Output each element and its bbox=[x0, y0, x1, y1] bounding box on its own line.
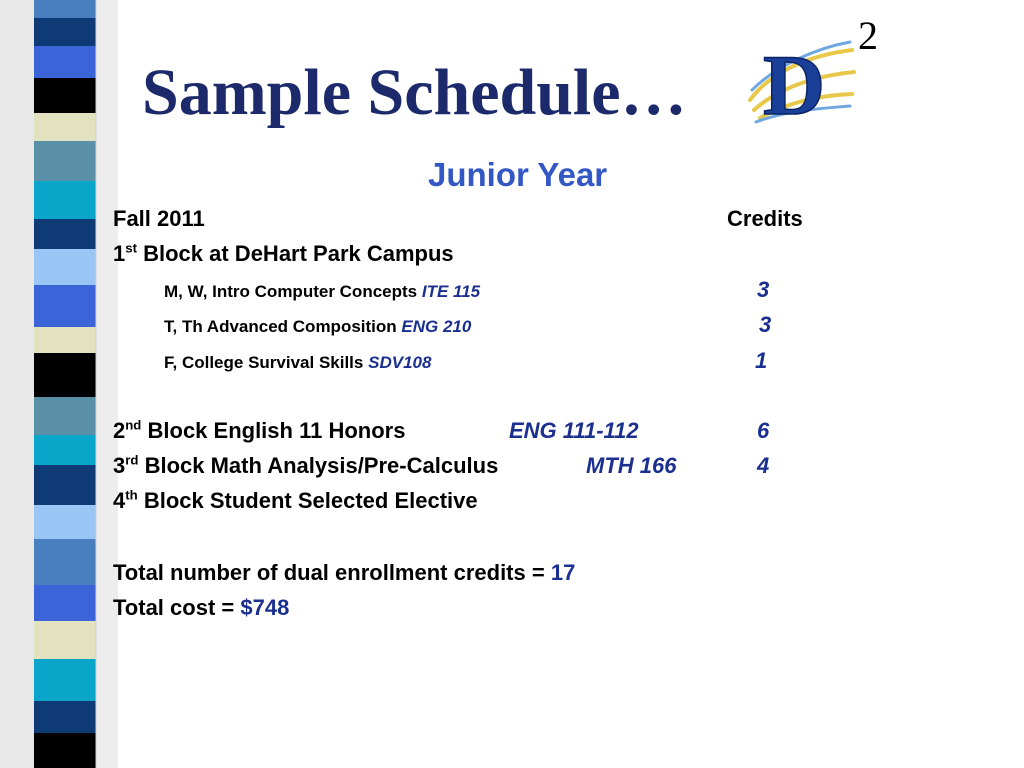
block1-ordinal: 1 bbox=[113, 241, 126, 266]
block4-heading bbox=[113, 487, 478, 513]
course-code: ENG 210 bbox=[401, 317, 472, 336]
slide-title: Sample Schedule… bbox=[142, 56, 687, 129]
stripe-block bbox=[34, 285, 96, 327]
block3-label: Block Math Analysis/Pre-Calculus bbox=[144, 453, 499, 478]
block2-code: ENG 111-112 bbox=[509, 418, 639, 443]
stripe-block bbox=[34, 0, 96, 18]
block1-ordinal-suffix: st bbox=[125, 240, 137, 256]
block3-code: MTH 166 bbox=[586, 453, 677, 478]
slide-number: 2 bbox=[858, 13, 878, 58]
block4-label: Block Student Selected Elective bbox=[143, 488, 478, 513]
block2-heading bbox=[113, 417, 406, 443]
block3-ordinal: 3 bbox=[113, 453, 126, 478]
stripe-block bbox=[34, 219, 96, 249]
block3-credits: 4 bbox=[757, 453, 770, 478]
total-cost-value: $748 bbox=[240, 595, 290, 620]
total-credits bbox=[113, 562, 575, 584]
stripe-block bbox=[34, 585, 96, 621]
block4-ordinal-suffix: th bbox=[125, 487, 138, 503]
course-name: T, Th Advanced Composition bbox=[164, 317, 397, 336]
total-cost bbox=[113, 597, 289, 619]
block1-heading bbox=[113, 240, 454, 266]
block2-credits: 6 bbox=[757, 418, 770, 443]
total-credits-label: Total number of dual enrollment credits = bbox=[113, 560, 545, 585]
stripe-block bbox=[34, 249, 96, 285]
stripe-block bbox=[34, 113, 96, 141]
course-row bbox=[164, 283, 480, 300]
stripe-block bbox=[34, 539, 96, 585]
logo-letter: D bbox=[762, 37, 826, 130]
course-row bbox=[164, 354, 431, 371]
block3-ordinal-suffix: rd bbox=[125, 452, 139, 468]
stripe-block bbox=[34, 659, 96, 701]
stripe-block bbox=[34, 397, 96, 435]
block3-heading bbox=[113, 452, 499, 478]
stripe-block bbox=[34, 435, 96, 465]
decorative-stripe-bar bbox=[0, 0, 118, 768]
block4-ordinal: 4 bbox=[113, 488, 126, 513]
slide-subtitle: Junior Year bbox=[428, 156, 608, 193]
d-logo-icon bbox=[742, 30, 857, 130]
stripe-block bbox=[34, 327, 96, 353]
block1-label: Block at DeHart Park Campus bbox=[143, 241, 454, 266]
stripe-block bbox=[34, 465, 96, 505]
stripe-block bbox=[34, 621, 96, 659]
block2-ordinal-suffix: nd bbox=[125, 417, 142, 433]
stripe-block bbox=[34, 505, 96, 539]
course-credits: 3 bbox=[757, 277, 770, 302]
credits-header: Credits bbox=[727, 206, 803, 231]
total-cost-label: Total cost = bbox=[113, 595, 235, 620]
course-row bbox=[164, 318, 471, 335]
course-name: M, W, Intro Computer Concepts bbox=[164, 282, 418, 301]
course-code: ITE 115 bbox=[421, 282, 481, 301]
stripe-block bbox=[34, 353, 96, 397]
stripe-block bbox=[34, 78, 96, 113]
block2-label: Block English 11 Honors bbox=[147, 418, 406, 443]
course-credits: 1 bbox=[755, 348, 768, 373]
block2-ordinal: 2 bbox=[113, 418, 126, 443]
term-label: Fall 2011 bbox=[113, 206, 205, 231]
stripe-block bbox=[34, 18, 96, 46]
stripe-block bbox=[34, 141, 96, 181]
total-credits-value: 17 bbox=[550, 560, 576, 585]
stripe-block bbox=[34, 181, 96, 219]
course-code: SDV108 bbox=[368, 353, 432, 372]
stripe-block bbox=[34, 46, 96, 78]
course-name: F, College Survival Skills bbox=[164, 353, 364, 372]
stripe-block bbox=[34, 701, 96, 733]
stripe-block bbox=[34, 733, 96, 768]
course-credits: 3 bbox=[759, 312, 772, 337]
